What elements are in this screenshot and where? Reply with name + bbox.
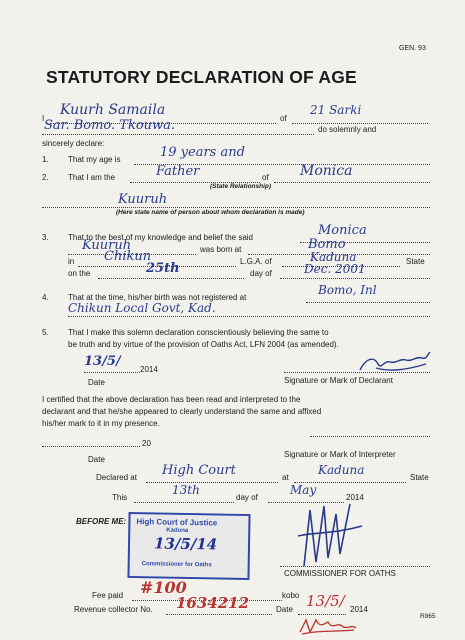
intro-do-solemnly: do solemnly and — [318, 125, 377, 134]
hw-lga: Chikun — [104, 249, 152, 264]
hw-s3-name-first: Monica — [318, 223, 367, 238]
stamp-line1: High Court of Justice — [136, 517, 218, 528]
form-code: GEN. 93 — [399, 45, 426, 52]
cert-year: 20 — [142, 439, 151, 448]
s3-lga-label: L.G.A. of — [240, 257, 272, 266]
s4-text: That at the time, his/her birth was not registered at — [68, 293, 247, 302]
s5-sig-label: Signature or Mark of Declarant — [284, 376, 393, 385]
revenue-label: Revenue collector No. — [74, 605, 153, 614]
cert-line3: his/her mark to it in my presence. — [42, 419, 160, 428]
declared-day-of: day of — [236, 493, 258, 502]
hw-birth-day: 25th — [146, 261, 180, 276]
hw-birth-month-year: Dec. 2001 — [304, 262, 366, 276]
declared-state: State — [410, 473, 429, 482]
hw-address-no: 21 Sarki — [310, 103, 362, 117]
kobo-label: kobo — [282, 591, 300, 600]
hw-person-second: Kuuruh — [118, 192, 168, 207]
cert-line2: declarant and that he/she appeared to clearly understand the same and affixed — [42, 407, 322, 416]
declared-at: at — [282, 473, 289, 482]
stamp-line2: Kaduna — [166, 527, 189, 534]
hw-birthplace: Bomo — [308, 237, 346, 252]
court-stamp — [127, 512, 250, 580]
s2-label: That I am the — [68, 173, 116, 182]
hw-declared-place: High Court — [162, 463, 236, 478]
hw-declaration-date: 13/5/ — [84, 354, 121, 369]
intro-of: of — [280, 114, 287, 123]
form-title: STATUTORY DECLARATION OF AGE — [46, 67, 357, 87]
hw-declared-day: 13th — [172, 483, 200, 497]
hw-fees-date: 13/5/ — [306, 592, 345, 610]
s2-of: of — [262, 173, 269, 182]
cert-date-label: Date — [88, 455, 105, 464]
hw-fee: #100 — [140, 578, 187, 597]
s3-text: That to the best of my knowledge and belief the said — [68, 233, 254, 242]
s3-day-of: day of — [250, 269, 272, 278]
hw-address: Sar. Bomo. Tkouwa. — [44, 118, 176, 133]
cert-line1: I certified that the above declaration has been read and interpreted to the — [42, 395, 301, 404]
s5-line1: That I make this solemn declaration conscientiously believing the same to — [68, 328, 329, 337]
hw-declarant-name: Kuurh Samaila — [60, 102, 166, 118]
stamp-line3: Commissioner for Oaths — [141, 561, 212, 569]
caption-relationship: (State Relationship) — [210, 183, 272, 190]
commissioner-title: COMMISSIONER FOR OATHS — [284, 569, 396, 578]
fees-year: 2014 — [350, 605, 368, 614]
commissioner-signature — [290, 493, 370, 574]
s3-state: State — [406, 257, 425, 266]
fees-date-label: Date — [276, 605, 293, 614]
s3-on-the: on the — [68, 269, 91, 278]
declared-label: Declared at — [96, 473, 137, 482]
s5-year: 2014 — [140, 365, 158, 374]
caption-person: (Here state name of person about whom declaration is made) — [116, 209, 305, 216]
cert-sig-label: Signature or Mark of Interpreter — [284, 450, 396, 459]
declared-this: This — [112, 493, 128, 502]
footer-code: R865 — [420, 613, 436, 620]
s1-num: 1. — [42, 155, 49, 164]
hw-registration-line2: Chikun Local Govt, Kad. — [68, 301, 216, 315]
s5-date-label: Date — [88, 378, 105, 387]
hw-revenue-no: 1634212 — [176, 594, 250, 612]
hw-declared-month: May — [290, 483, 317, 497]
s3-born-at: was born at — [200, 245, 242, 254]
s5-num: 5. — [42, 328, 49, 337]
s3-in: in — [68, 257, 75, 266]
hw-s3-name-second: Kuuruh — [82, 238, 132, 253]
hw-state: Kaduna — [310, 250, 357, 264]
s5-line2: be truth and by virtue of the provision of Oaths Act, LFN 2004 (as amended). — [68, 340, 339, 349]
s3-num: 3. — [42, 233, 49, 242]
hw-relationship: Father — [156, 164, 200, 179]
s2-num: 2. — [42, 173, 49, 182]
hw-person-first: Monica — [300, 163, 353, 179]
hw-age: 19 years and — [160, 145, 245, 160]
collector-signature — [296, 614, 360, 636]
before-me: BEFORE ME: — [76, 517, 127, 526]
s4-num: 4. — [42, 293, 49, 302]
intro-i: I — [42, 114, 45, 123]
hw-stamp-date: 13/5/14 — [153, 534, 218, 554]
s1-label: That my age is — [68, 155, 121, 164]
fee-label: Fee paid — [92, 591, 124, 600]
declared-year: 2014 — [346, 493, 364, 502]
hw-registration-line1: Bomo, Inl — [318, 283, 377, 297]
intro-sincerely: sincerely declare: — [42, 139, 105, 148]
hw-declared-town: Kaduna — [318, 463, 365, 477]
declarant-signature — [356, 348, 436, 376]
